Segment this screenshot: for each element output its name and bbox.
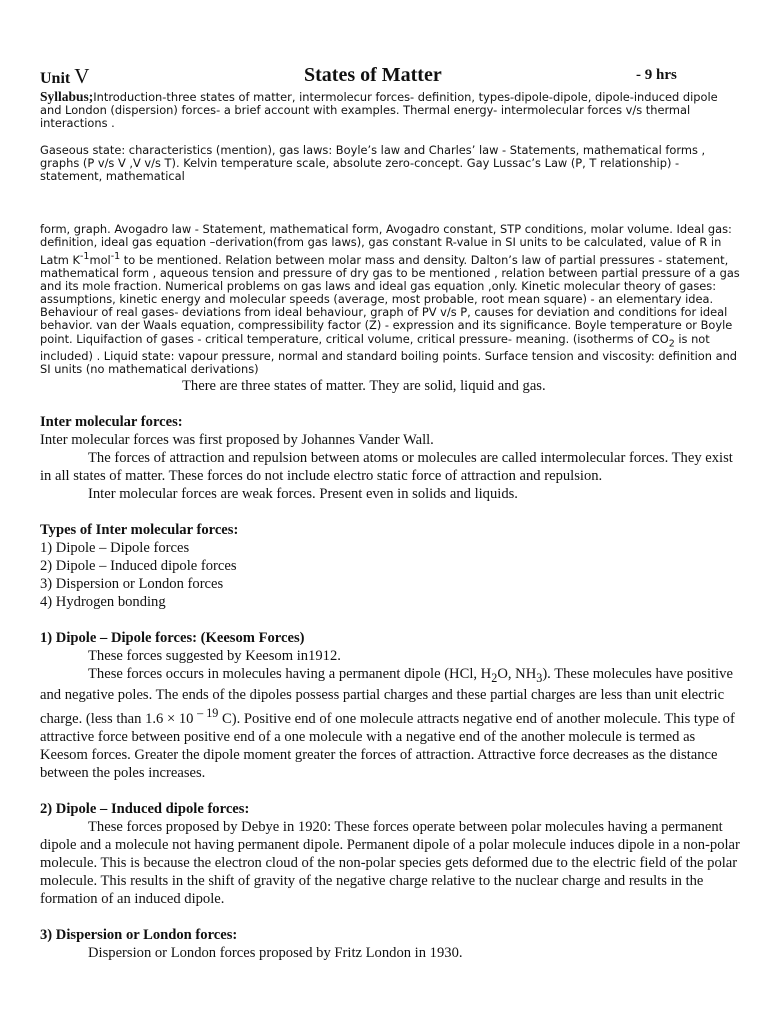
paragraph: These forces proposed by Debye in 1920: These forces operate between polar molecules having a permanent dipole and a molecule not having permanent dipole. Permanent dipole of a polar molecule induces dipole in a non-polar molecule. This is because the electron cloud of the non-polar species gets deformed due to the electric field of the polar molecule. This results in the shift of gravity of the negative charge relative to the nuclear charge and results in the formation of an induced dipole. — [40, 819, 740, 908]
duration: - 9 hrs — [636, 67, 677, 83]
section-types — [40, 521, 740, 611]
list-item: 2) Dipole – Induced dipole forces — [40, 557, 237, 574]
syllabus-gaseous-state: Gaseous state: characteristics (mention), gas laws: Boyle’s law and Charles’ law - Statements, mathematical forms , graphs (P v/s V ,V v/s T). Kelvin temperature scale, absolute zero-concept. Gay Lussac’s Law (P, T relationship) - statement, mathematical — [40, 142, 706, 184]
paragraph: The forces of attraction and repulsion between atoms or molecules are called intermolecular forces. They exist in all states of matter. These forces do not include electro static force of attraction and repulsion. — [40, 449, 733, 484]
section-heading: Types of Inter molecular forces: — [40, 521, 239, 538]
types-list — [40, 539, 740, 611]
paragraph: These forces occurs in molecules having a permanent dipole (HCl, $H_2O$, $NH_3$). These molecules have positive and negative poles. The ends of the dipoles possess partial charges and these partial charges are less than unit electric charge. (less than 1.6 × 10 $^{- 19}$ C). Positive end of one molecule attracts negative end of another molecule. This type of attractive force between positive end of a one molecule with a negative end of the another molecule is termed as Keesom forces. Greater the dipole moment greater the forces of attraction. Attractive force decreases as the distance between the poles increases. — [40, 665, 735, 782]
unit-numeral: V — [74, 64, 90, 88]
section-london — [40, 926, 740, 962]
page-header — [40, 64, 740, 90]
paragraph: These forces suggested by Keesom in1912. — [88, 647, 341, 664]
syllabus-gas-laws: form, graph. Avogadro law - Statement, mathematical form, Avogadro constant, STP conditions, molar volume. Ideal gas: definition, ideal gas equation –derivation(from gas laws), gas constant R-value in SI units to be calculated, value of R in Latm $K^{-1}mol^{-1}$ to be mentioned. Relation between molar mass and density. Dalton’s law of partial pressures - statement, mathematical form , aqueous tension and pressure of dry gas to be mentioned , relation between partial pressure of a gas and its mole fraction. Numerical problems on gas laws and ideal gas equation ,only. Kinetic molecular theory of gases: assumptions, kinetic energy and molecular speeds (average, most probable, root mean square) - an elementary idea. Behaviour of real gases- deviations from ideal behaviour, graph of PV v/s P, causes for deviation and conditions for ideal behavior. van der Waals equation, compressibility factor (Z) - expression and its significance. Boyle temperature or Boyle point. Liquifaction of gases - critical temperature, critical volume, critical pressure- meaning. (isotherms of $CO_2$ is not included) . Liquid state: vapour pressure, normal and standard boiling points. Surface tension and viscosity: definition and SI units (no mathematical derivations) — [40, 222, 740, 377]
list-item: 3) Dispersion or London forces — [40, 575, 224, 592]
section-intermolecular-forces — [40, 413, 740, 503]
section-dipole-dipole — [40, 629, 740, 783]
states-intro-line: There are three states of matter. They are solid, liquid and gas. — [182, 377, 546, 394]
section-heading: 3) Dispersion or London forces: — [40, 927, 238, 944]
paragraph: Inter molecular forces are weak forces. Present even in solids and liquids. — [88, 485, 518, 502]
section-dipole-induced — [40, 800, 740, 908]
unit-label: Unit V — [40, 64, 90, 88]
list-item: 4) Hydrogen bonding — [40, 593, 166, 610]
page-title: States of Matter — [304, 64, 442, 86]
section-heading: Inter molecular forces: — [40, 413, 183, 430]
section-heading: 1) Dipole – Dipole forces: (Keesom Forces) — [40, 629, 305, 646]
syllabus-label: Syllabus; — [40, 89, 94, 104]
list-item: 1) Dipole – Dipole forces — [40, 539, 190, 556]
syllabus-intro: Syllabus;Introduction-three states of matter, intermolecur forces- definition, types-dipole-dipole, dipole-induced dipole and London (dispersion) forces- a brief account with examples. Thermal energy- intermolecular forces v/s thermal interactions . — [40, 89, 718, 131]
section-heading: 2) Dipole – Induced dipole forces: — [40, 801, 250, 818]
document-page — [40, 64, 740, 962]
paragraph: Inter molecular forces was first proposed by Johannes Vander Wall. — [40, 431, 434, 448]
paragraph: Dispersion or London forces proposed by Fritz London in 1930. — [88, 945, 463, 962]
